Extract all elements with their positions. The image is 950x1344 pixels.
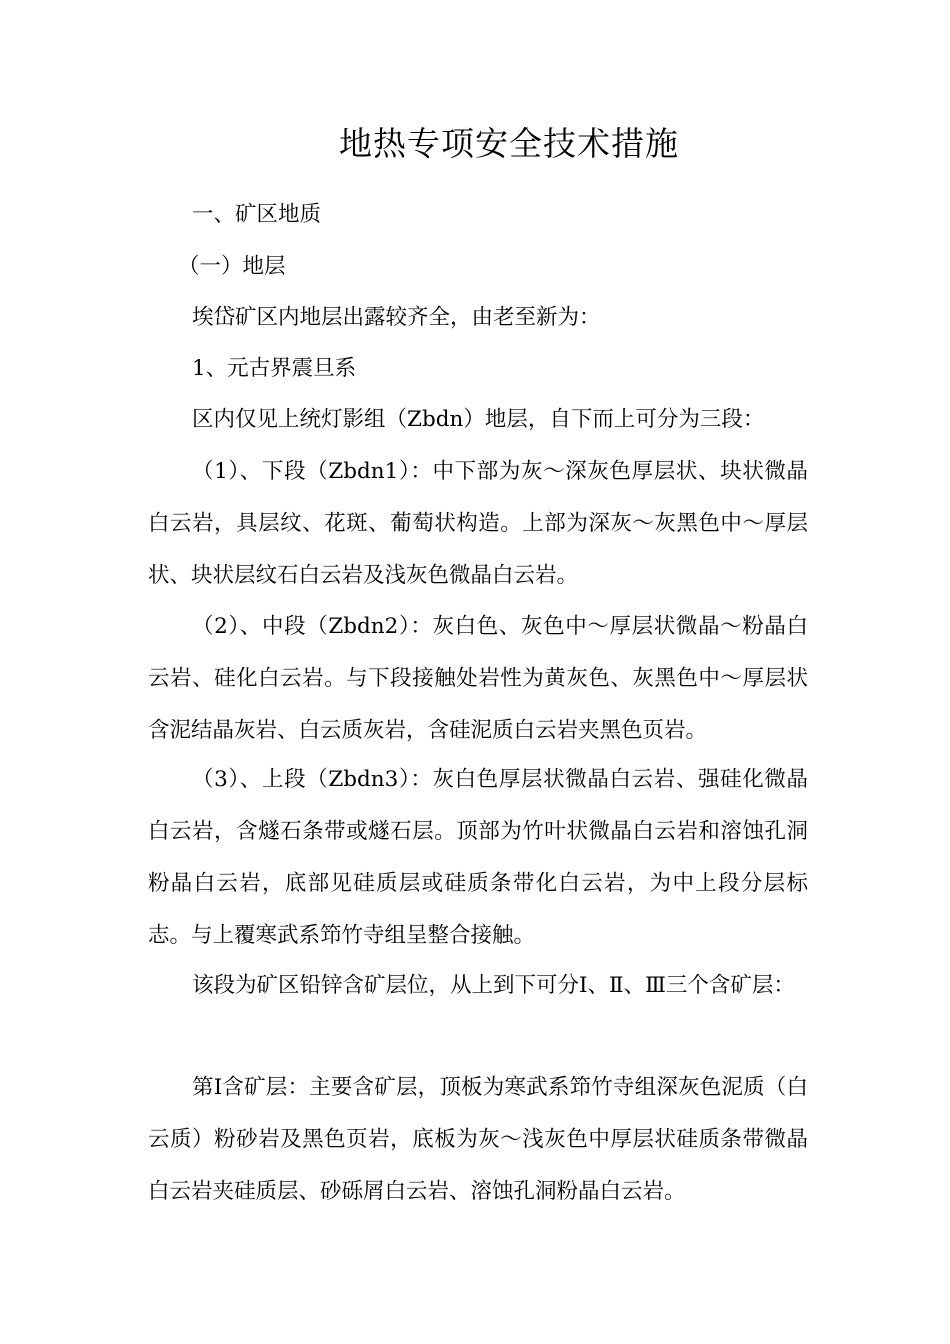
paragraph-middle-member: （2）、中段（Zbdn2）：灰白色、灰色中～厚层状微晶～粉晶白云岩、硅化白云岩。与下段接触处岩性为黄灰色、灰黑色中～厚层状含泥结晶灰岩、白云质灰岩，含硅泥质白云岩夹黑色页岩。 (148, 614, 808, 743)
paragraph-dengying-formation: 区内仅见上统灯影组（Zbdn）地层，自下而上可分为三段： (192, 407, 765, 432)
paragraph-ore-bearing-layers: 该段为矿区铅锌含矿层位，从上到下可分Ⅰ、Ⅱ、Ⅲ三个含矿层： (192, 973, 795, 998)
paragraph-lower-member: （1）、下段（Zbdn1）：中下部为灰～深灰色厚层状、块状微晶白云岩，具层纹、花斑、葡萄状构造。上部为深灰～灰黑色中～厚层状、块状层纹石白云岩及浅灰色微晶白云岩。 (148, 459, 808, 588)
document-title: 地热专项安全技术措施 (339, 124, 679, 163)
paragraph-ore-layer-one: 第Ⅰ含矿层：主要含矿层，顶板为寒武系笻竹寺组深灰色泥质（白云质）粉砂岩及黑色页岩，底板为灰～浅灰色中厚层状硅质条带微晶白云岩夹硅质层、砂砾屑白云岩、溶蚀孔洞粉晶白云岩。 (148, 1075, 808, 1204)
subsection-heading-strata: （一）地层 (178, 254, 286, 279)
paragraph-upper-member: （3）、上段（Zbdn3）：灰白色厚层状微晶白云岩、强硅化微晶白云岩，含燧石条带或燧石层。顶部为竹叶状微晶白云岩和溶蚀孔洞粉晶白云岩，底部见硅质层或硅质条带化白云岩，为中上段分层标志。与上覆寒武系笻竹寺组呈整合接触。 (148, 767, 808, 948)
paragraph-strata-intro: 埃岱矿区内地层出露较齐全，由老至新为： (192, 305, 601, 330)
section-heading-mining-geology: 一、矿区地质 (192, 202, 322, 227)
item-heading-sinian: 1、元古界震旦系 (192, 356, 357, 381)
